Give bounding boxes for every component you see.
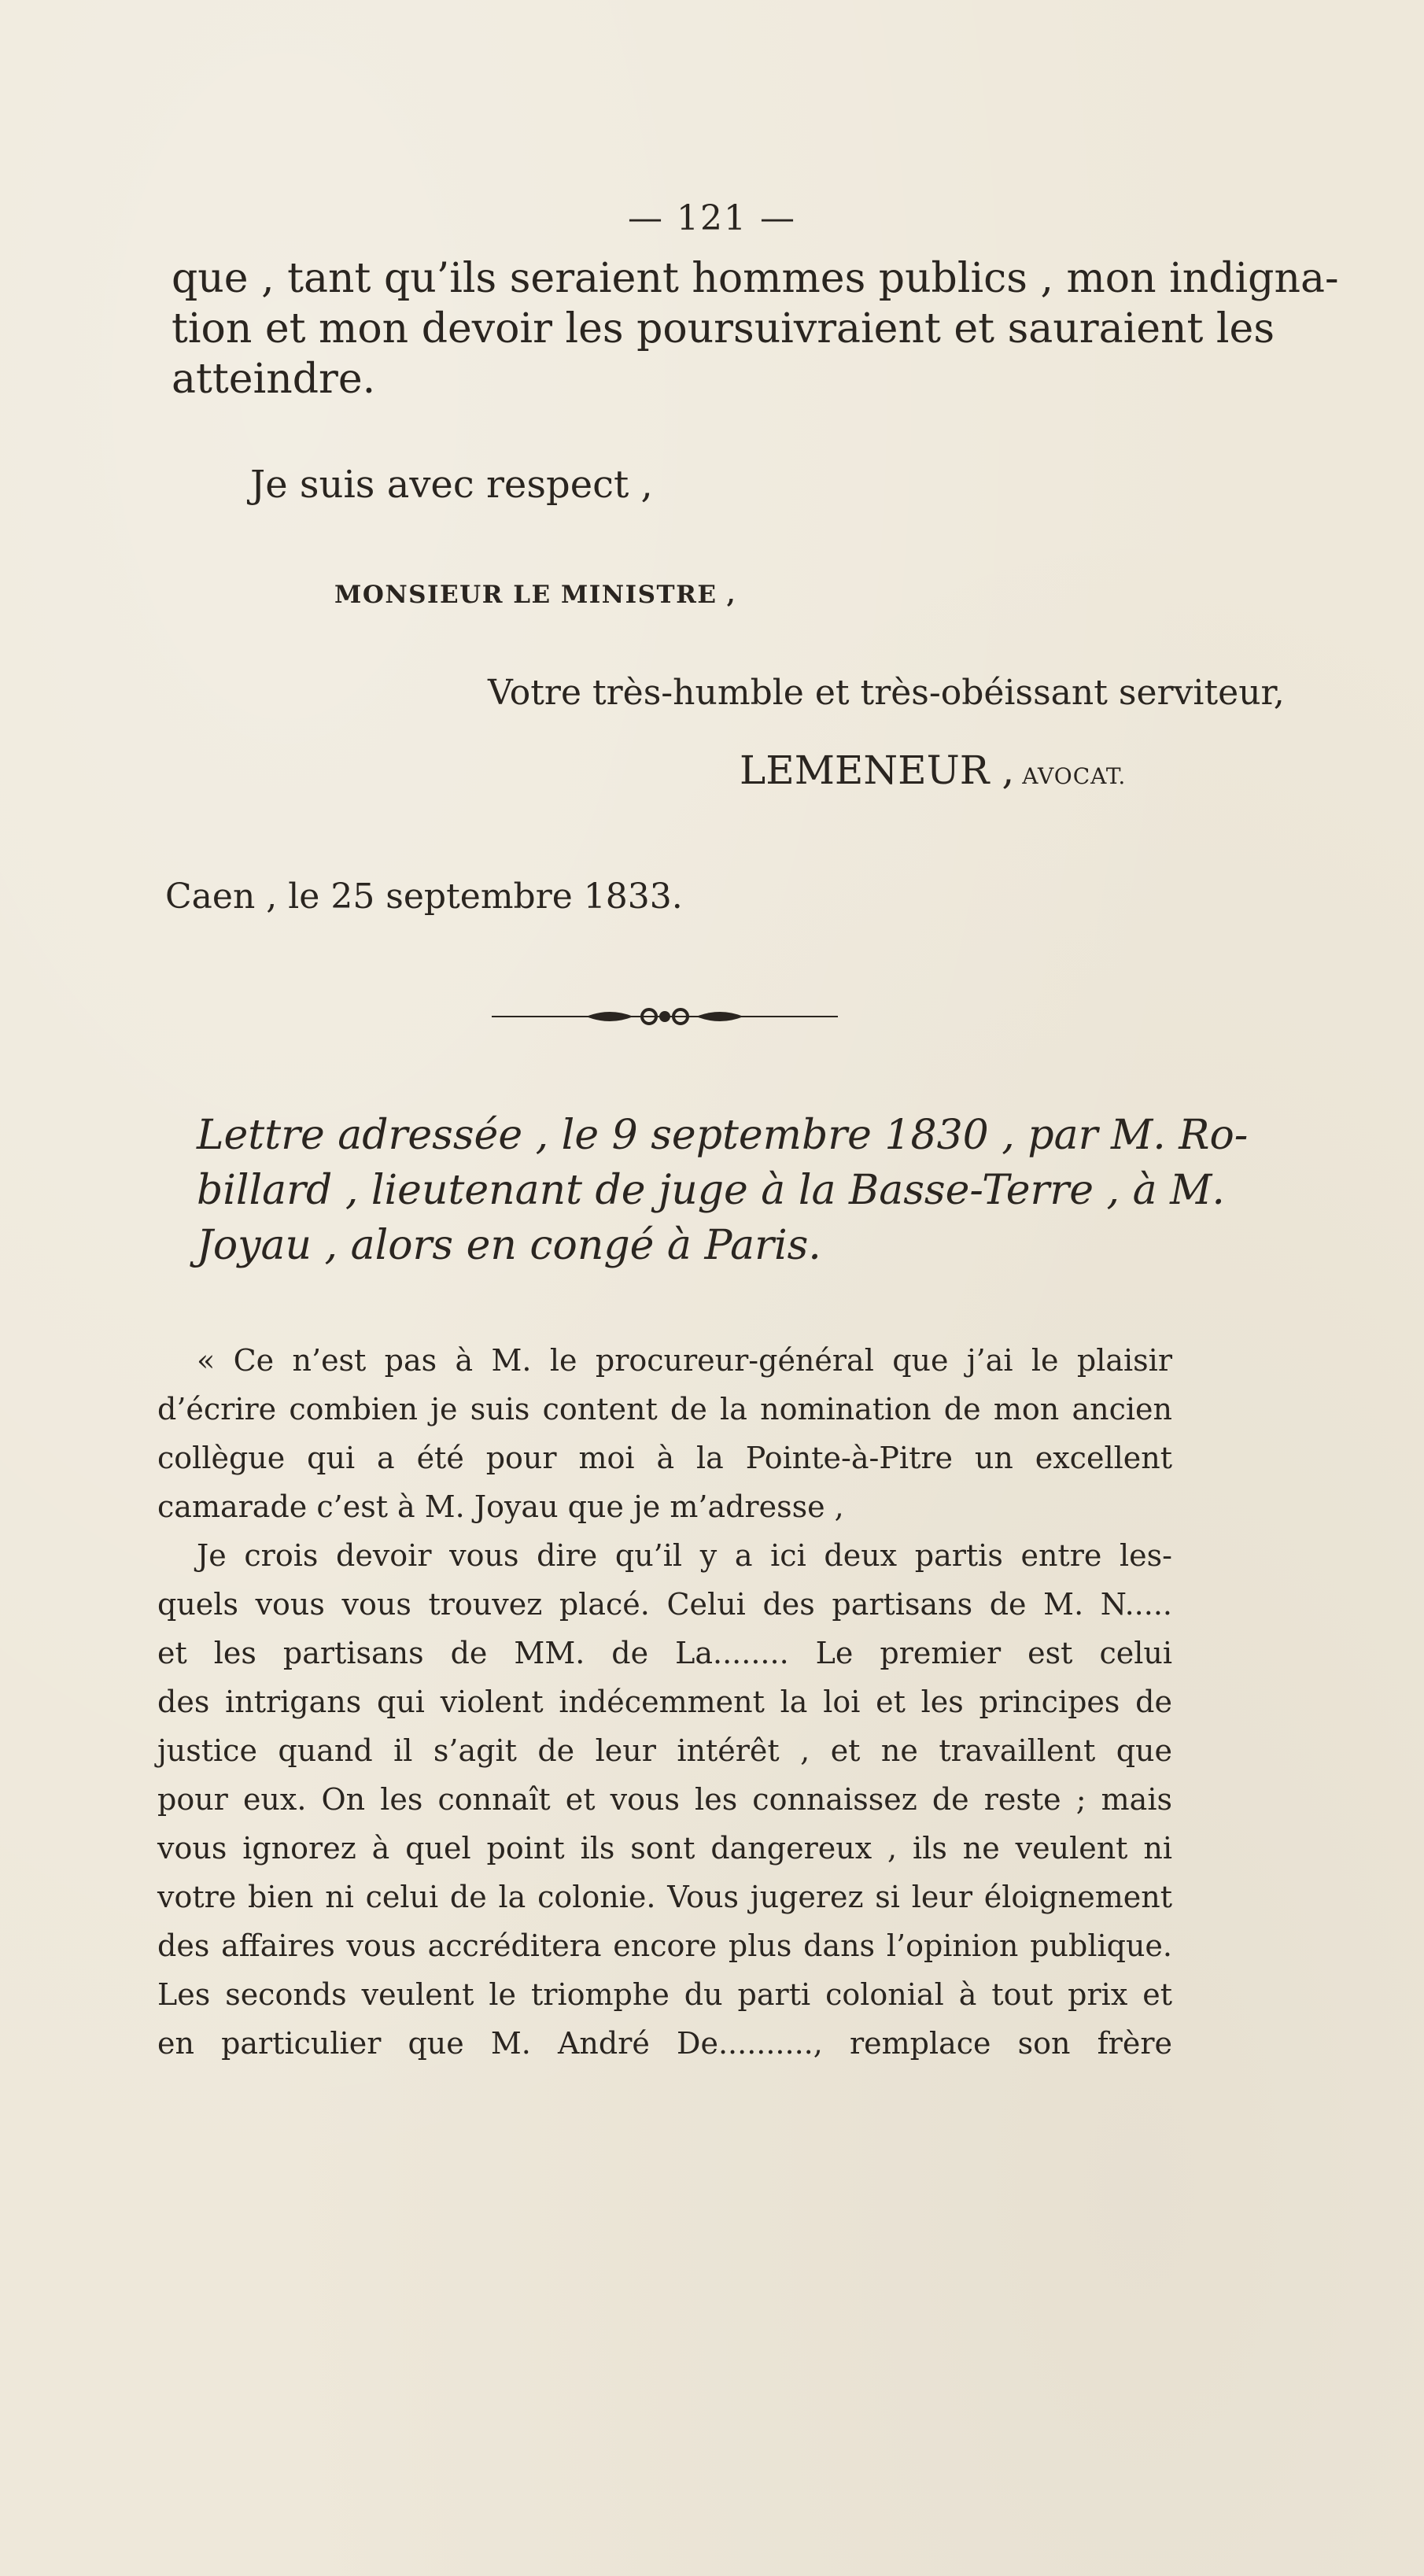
body-line: d’écrire combien je suis content de la nomination de mon ancien [157,1392,1172,1426]
signature-title: AVOCAT. [1022,763,1127,789]
closing-formula: Je suis avec respect , [250,463,653,507]
servant-formula: Votre très-humble et très-obéissant serviteur, [488,673,1285,713]
body-line: justice quand il s’agit de leur intérêt , et ne travaillent que [157,1733,1172,1768]
body-line: collègue qui a été pour moi à la Pointe-à-Pitre un excellent [157,1441,1172,1475]
dateline: Caen , le 25 septembre 1833. [165,877,683,917]
text-line: atteindre. [172,356,376,403]
letter-title-line: billard , lieutenant de juge à la Basse-Terre , à M. [197,1167,1225,1214]
body-line: quels vous vous trouvez placé. Celui des partisans de M. N..... [157,1587,1172,1622]
signature-name: LEMENEUR , [740,747,1015,793]
body-line: Les seconds veulent le triomphe du parti colonial à tout prix et [157,1977,1172,2012]
body-line: et les partisans de MM. de La........ Le premier est celui [157,1636,1172,1670]
salutation-address: MONSIEUR LE MINISTRE , [334,581,737,609]
signature [740,747,1126,793]
body-line: pour eux. On les connaît et vous les connaissez de reste ; mais [157,1782,1172,1817]
text-line: tion et mon devoir les poursuivraient et sauraient les [172,305,1275,352]
body-line: des affaires vous accréditera encore plus dans l’opinion publique. [157,1928,1172,1963]
body-line: en particulier que M. André De.........., remplace son frère [157,2026,1172,2061]
text-line: que , tant qu’ils seraient hommes publics , mon indigna- [172,255,1339,302]
body-line: « Ce n’est pas à M. le procureur-général que j’ai le plaisir [197,1343,1172,1378]
body-line: votre bien ni celui de la colonie. Vous jugerez si leur éloignement [157,1880,1172,1914]
body-line: vous ignorez à quel point ils sont dangereux , ils ne veulent ni [157,1831,1172,1866]
letter-title-line: Joyau , alors en congé à Paris. [197,1222,821,1269]
ornament-divider [492,999,838,1031]
page-number: — 121 — [628,198,796,238]
body-line: des intrigans qui violent indécemment la loi et les principes de [157,1685,1172,1719]
body-line: Je crois devoir vous dire qu’il y a ici deux partis entre les- [197,1538,1172,1573]
letter-title-line: Lettre adressée , le 9 septembre 1830 , par M. Ro- [197,1112,1249,1159]
body-line: camarade c’est à M. Joyau que je m’adresse , [157,1489,844,1524]
